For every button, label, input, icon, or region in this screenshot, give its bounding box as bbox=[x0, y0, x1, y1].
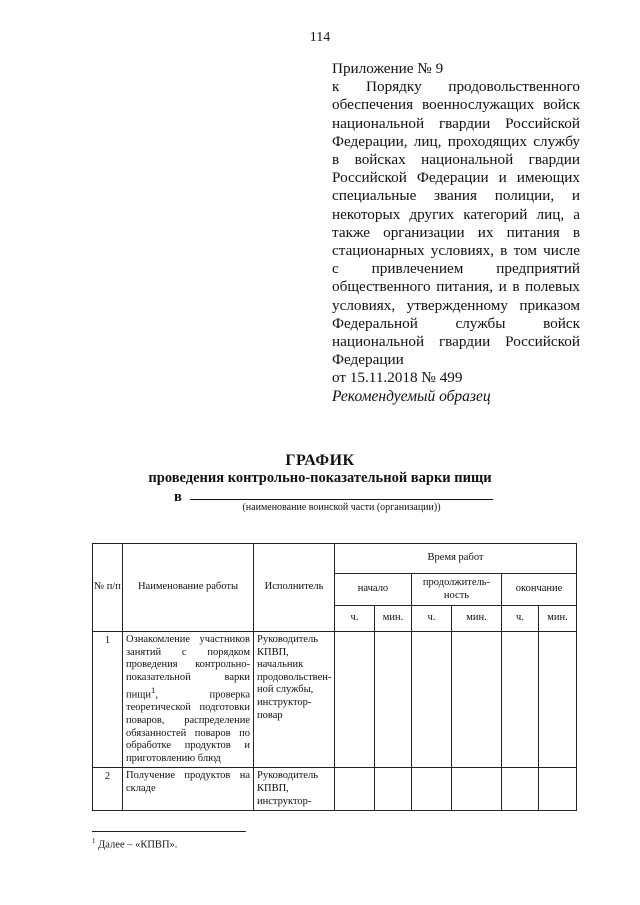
row-number: 1 bbox=[93, 632, 123, 768]
document-title: ГРАФИК bbox=[285, 452, 355, 469]
unit-caption: (наименование воинской части (организации)) bbox=[242, 502, 441, 513]
cell-end-hours[interactable] bbox=[502, 768, 539, 811]
appendix-line: Федерации, лиц, проходящих службу bbox=[332, 132, 580, 150]
header-end-minutes: мин. bbox=[539, 606, 577, 632]
recommended-sample-label: Рекомендуемый образец bbox=[332, 388, 491, 405]
footnote bbox=[92, 837, 177, 851]
footnote-mark: 1 bbox=[92, 837, 96, 845]
cell-start-minutes[interactable] bbox=[375, 768, 412, 811]
appendix-line: условиях, утвержденному приказом bbox=[332, 296, 580, 314]
header-time-group: Время работ bbox=[335, 544, 577, 574]
appendix-line: специальные звания полиции, и bbox=[332, 187, 580, 205]
appendix-title: Приложение № 9 bbox=[332, 60, 444, 77]
appendix-line-last: Федерации bbox=[332, 351, 404, 369]
row-work-name: Получение продуктов на складе bbox=[123, 768, 254, 811]
header-duration-minutes: мин. bbox=[452, 606, 502, 632]
appendix-line: с привлечением предприятий bbox=[332, 260, 580, 278]
unit-prefix: в bbox=[174, 489, 182, 505]
appendix-line: национальной гвардии Российской bbox=[332, 114, 580, 132]
cell-end-hours[interactable] bbox=[502, 632, 539, 768]
cell-duration-hours[interactable] bbox=[412, 632, 452, 768]
schedule-table bbox=[92, 543, 577, 811]
table-row bbox=[93, 632, 577, 768]
row-number: 2 bbox=[93, 768, 123, 811]
unit-name-field[interactable] bbox=[190, 499, 493, 500]
header-end-hours: ч. bbox=[502, 606, 539, 632]
row-work-name: Ознакомление участников занятий с порядком проведения контрольно-показательной варки пищи$^1$, проверка теоретической подготовки поваров, распределение обязанностей поваров по обработке продуктов и приготовлению блюд bbox=[123, 632, 254, 768]
appendix-line: к Порядку продовольственного bbox=[332, 78, 580, 96]
footnote-text: Далее – «КПВП». bbox=[95, 839, 178, 851]
header-start: начало bbox=[335, 574, 412, 606]
header-end: окончание bbox=[502, 574, 577, 606]
cell-start-hours[interactable] bbox=[335, 768, 375, 811]
page-number: 114 bbox=[309, 30, 331, 45]
appendix-order: от 15.11.2018 № 499 bbox=[332, 369, 463, 387]
cell-start-hours[interactable] bbox=[335, 632, 375, 768]
appendix-line: обеспечения военнослужащих войск bbox=[332, 96, 580, 114]
appendix-block bbox=[332, 60, 580, 388]
cell-duration-minutes[interactable] bbox=[452, 632, 502, 768]
appendix-line: Российской Федерации и имеющих bbox=[332, 169, 580, 187]
cell-start-minutes[interactable] bbox=[375, 632, 412, 768]
appendix-line: общественного питания, и в полевых bbox=[332, 278, 580, 296]
document-subtitle: проведения контрольно-показательной варки пищи bbox=[148, 470, 492, 486]
appendix-line: некоторых других категорий лиц, а bbox=[332, 205, 580, 223]
header-duration: продолжитель-ность bbox=[412, 574, 502, 606]
footnote-ref: 1 bbox=[150, 685, 156, 696]
cell-duration-hours[interactable] bbox=[412, 768, 452, 811]
appendix-line: стационарных условиях, в том числе bbox=[332, 242, 580, 260]
header-executor: Исполнитель bbox=[254, 544, 335, 632]
cell-end-minutes[interactable] bbox=[539, 632, 577, 768]
header-num: № п/п bbox=[93, 544, 123, 632]
row-executor: Руководитель КПВП, начальник продовольствен-ной службы, инструктор-повар bbox=[254, 632, 335, 768]
row-executor: Руководитель КПВП, инструктор- bbox=[254, 768, 335, 811]
cell-end-minutes[interactable] bbox=[539, 768, 577, 811]
header-work-name: Наименование работы bbox=[123, 544, 254, 632]
header-start-minutes: мин. bbox=[375, 606, 412, 632]
appendix-line: национальной гвардии Российской bbox=[332, 333, 580, 351]
appendix-line: также организации их питания в bbox=[332, 223, 580, 241]
appendix-line: Федеральной службы войск bbox=[332, 314, 580, 332]
appendix-line: в войсках национальной гвардии bbox=[332, 151, 580, 169]
header-duration-hours: ч. bbox=[412, 606, 452, 632]
header-start-hours: ч. bbox=[335, 606, 375, 632]
cell-duration-minutes[interactable] bbox=[452, 768, 502, 811]
table-row bbox=[93, 768, 577, 811]
footnote-divider bbox=[92, 831, 246, 832]
